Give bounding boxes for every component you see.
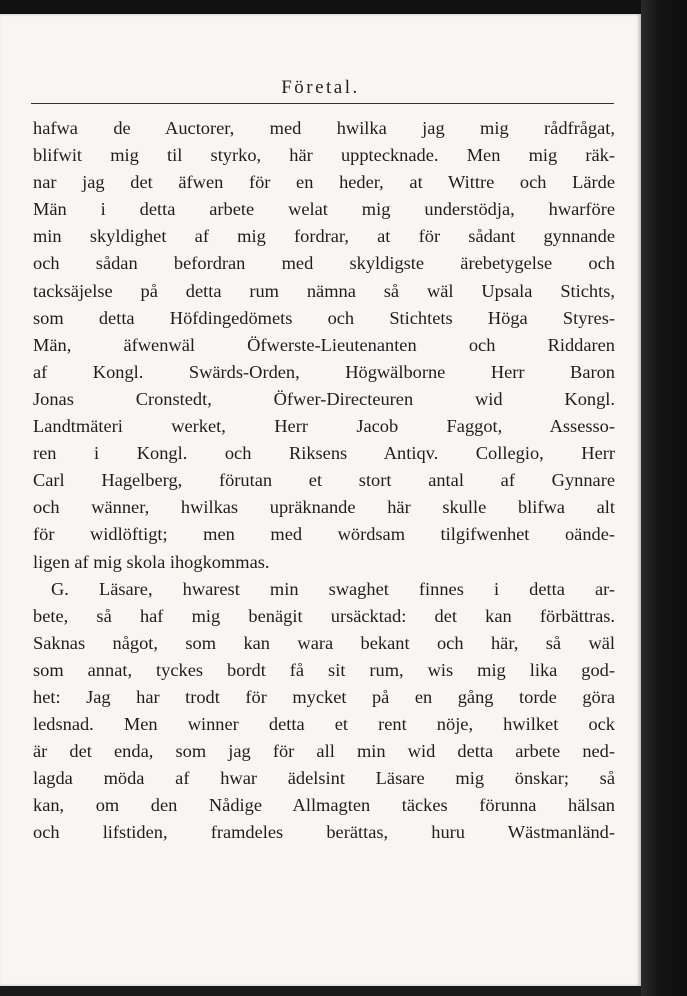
text-line: nar jag det äfwen för en heder, at Wittre och Lärde xyxy=(33,172,615,193)
text-line: ren i Kongl. och Riksens Antiqv. Collegio, Herr xyxy=(33,443,615,464)
text-line: och sådan befordran med skyldigste ärebetygelse och xyxy=(33,253,615,274)
text-line: och wänner, hwilkas upräknande här skulle blifwa alt xyxy=(33,497,615,518)
scan-border-right xyxy=(641,0,687,996)
text-line: som detta Höfdingedömets och Stichtets Höga Styres- xyxy=(33,307,615,328)
text-line: är det enda, som jag för all min wid detta arbete ned- xyxy=(33,741,615,762)
text-line: Jonas Cronstedt, Öfwer-Directeuren wid Kongl. xyxy=(33,388,615,409)
scan-border-top xyxy=(0,0,687,14)
text-line: lagda möda af hwar ädelsint Läsare mig önskar; så xyxy=(33,768,615,789)
text-line: som annat, tyckes bordt få sit rum, wis mig lika god- xyxy=(33,659,615,680)
text-line: och lifstiden, framdeles berättas, huru Wästmanländ- xyxy=(33,822,615,843)
book-page xyxy=(0,14,641,986)
text-line: Carl Hagelberg, förutan et stort antal af Gynnare xyxy=(33,470,615,491)
text-line: ligen af mig skola ihogkommas. xyxy=(33,551,270,572)
text-line: Män, äfwenwäl Öfwerste-Lieutenanten och Riddaren xyxy=(33,334,615,355)
text-line: Landtmäteri werket, Herr Jacob Faggot, Assesso- xyxy=(33,416,615,437)
text-line: bete, så haf mig benägit ursäcktad: det kan förbättras. xyxy=(33,605,615,626)
paragraph-1 xyxy=(33,115,615,576)
text-line: för widlöftigt; men med wördsam tilgifwenhet oände- xyxy=(33,524,615,545)
text-line: ledsnad. Men winner detta et rent nöje, hwilket ock xyxy=(33,714,615,735)
text-line: blifwit mig til styrko, här upptecknade. Men mig räk- xyxy=(33,145,615,166)
text-line: Saknas något, som kan wara bekant och här, så wäl xyxy=(33,632,615,653)
body-text xyxy=(33,115,615,847)
text-line: min skyldighet af mig fordrar, at för sådant gynnande xyxy=(33,226,615,247)
text-line: G. Läsare, hwarest min swaghet finnes i detta ar- xyxy=(51,578,615,599)
running-head: Företal. xyxy=(281,77,360,98)
text-line: hafwa de Auctorer, med hwilka jag mig rådfrågat, xyxy=(33,118,615,138)
text-line: tacksäjelse på detta rum nämna så wäl Upsala Stichts, xyxy=(33,280,615,301)
text-line: kan, om den Nådige Allmagten täckes förunna hälsan xyxy=(33,795,615,816)
header-rule xyxy=(31,103,614,104)
text-line: Män i detta arbete welat mig understödja, hwarföre xyxy=(33,199,615,220)
paragraph-2 xyxy=(33,576,615,847)
text-line: het: Jag har trodt för mycket på en gång torde göra xyxy=(33,686,615,707)
text-line: af Kongl. Swärds-Orden, Högwälborne Herr Baron xyxy=(33,361,615,382)
